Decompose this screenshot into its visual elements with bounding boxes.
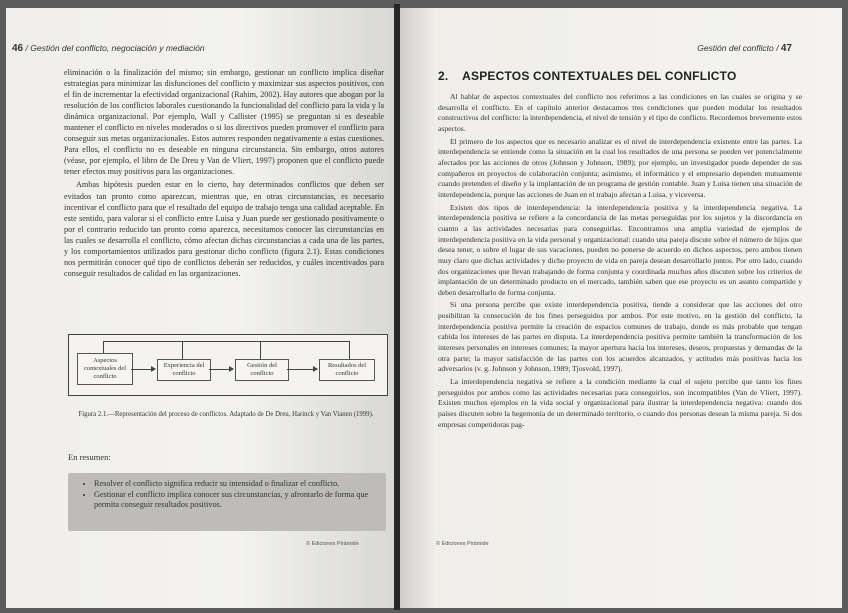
right-paragraph: El primero de los aspectos que es necesario analizar es el nivel de interdependencia existente entre las partes. La interdependencia se entiende como la situación en la cual los resultados de una persona se pueden ver potencialmente afectados por las acciones de otros (Johnson y Johnson, 1989); por ejemplo, un investigador puede depender de sus compañeros en proyectos de colaboración conjunta; asimismo, el informático y el empresario dependen mutuamente cuando pretenden el diseño y la implantación de un programa de gestión contable. Juan y Luisa tienen una situación de interdependencia, porque las acciones de Juan en el trabajo afectan a Luisa, y viceversa.: [438, 136, 802, 199]
right-paragraph: Si una persona percibe que existe interdependencia positiva, tiende a considerar que las acciones del otro posibilitan la consecución de los fines perseguidos por ambos. Por este motivo, en la gestión del conflicto, la interdependencia positiva permite la creación de espacios comunes de trabajo, donde es más probable que tengan cabida los intereses de las partes en disputa. La interdependencia positiva permite también la transformación de los intereses personales en intereses comunes; la mayor apertura hacia los intereses, deseos, propuestas y demandas de la otra parte; la mayor satisfacción de las partes con los acuerdos alcanzados, y actitudes más positivas hacia los adversarios (v. g. Johnson y Johnson, 1989; Tjosvold, 1997).: [438, 300, 802, 374]
left-running-title: Gestión del conflicto, negociación y mediación: [30, 43, 205, 53]
right-footer: © Ediciones Pirámide: [436, 541, 489, 547]
figure-connector: [103, 341, 104, 353]
left-running-header: [12, 43, 205, 54]
figure-arrow: [287, 369, 317, 370]
right-page: [400, 8, 842, 608]
left-paragraph: eliminación o la finalización del mismo; sin embargo, gestionar un conflicto implica diseñar estrategias para minimizar las disfunciones del conflicto y maximizar sus aspectos positivos, con el fin de incrementar la efectividad organizacional (Rahim, 2002). Hay autores que abogan por la resolución de los conflictos laborales cuestionando la funcionalidad del conflicto para la vida y la dinámica organizacional. Por ejemplo, Wall y Callister (1995) se preguntan si es deseable mantener el conflicto en niveles moderados o si los directivos pueden promover el conflicto para conseguir sus metas organizacionales. Estos autores responden negativamente a estas cuestiones. Para ellos, el conflicto no es deseable en ninguna circunstancia. Sin embargo, otros autores (véase, por ejemplo, el libro de De Dreu y Van de Vliert, 1997) proponen que el conflicto puede tener efectos muy positivos para las organizaciones.: [64, 68, 384, 177]
figure-top-line: [103, 341, 349, 342]
left-page: [6, 8, 394, 608]
right-body-text: [438, 92, 802, 432]
summary-box: [68, 473, 386, 531]
right-page-number: 47: [780, 43, 792, 54]
figure-arrow: [131, 369, 155, 370]
figure-box-experience: Experiencia del conflicto: [157, 359, 211, 381]
figure-arrow: [209, 369, 233, 370]
figure-connector: [349, 341, 350, 359]
right-paragraph: Existen dos tipos de interdependencia: la interdependencia positiva y la interdependencia negativa. La interdependencia positiva se refiere a la concordancia de las metas perseguidas por los sujetos y la discordancia en cuanto a las actividades necesarias para conseguirlas. Encontramos una amplia variedad de ejemplos de interdependencia positiva en la vida personal y organizacional: cuando una pareja discute sobre el número de hijos que desea tener, o sobre el lugar de sus vacaciones, pueden no ponerse de acuerdo en dichos aspectos, pero ambos tienen muy claro que dichas actividades y dicho proyecto de vida en pareja desean desarrollarlo juntos. Por otro lado, cuando dos organizaciones que llevan trabajando de forma conjunta y coordinada muchos años discuten sobre los criterios de implantación de un determinado producto en el mercado, también saben que ese proyecto es un asunto compartido y deben desarrollarlo de forma conjunta.: [438, 202, 802, 297]
summary-heading: En resumen:: [68, 452, 111, 462]
left-footer: © Ediciones Pirámide: [306, 541, 359, 547]
figure-caption: Figura 2.1.—Representación del proceso de conflictos. Adaptado de De Dreu, Harinck y Van Vianen (1999).: [78, 411, 374, 418]
summary-item: • Resolver el conflicto significa reducir su intensidad o finalizar el conflicto.: [94, 479, 378, 489]
section-heading: [438, 69, 736, 83]
figure-box-results: Resultados del conflicto: [319, 359, 375, 381]
section-title: ASPECTOS CONTEXTUALES DEL CONFLICTO: [462, 69, 737, 83]
right-running-title: Gestión del conflicto: [697, 43, 774, 53]
left-header-separator: /: [25, 43, 28, 53]
right-paragraph: La interdependencia negativa se refiere a la condición mediante la cual el sujeto percibe que tanto los fines perseguidos por ambos como las actividades necesarias para conseguirlos, son incompatibles (Van de Vliert, 1997). Existen muchos ejemplos en la vida social y organizacional para ilustrar la interdependencia negativa: cuando dos países discuten sobre la hegemonía de un determinado territorio, o cuando dos personas desean la misma pareja. Si dos empresas competidoras pag-: [438, 377, 802, 429]
figure-connector: [260, 341, 261, 359]
left-body-text: [64, 67, 384, 281]
section-number: 2.: [438, 69, 449, 83]
left-paragraph: Ambas hipótesis pueden estar en lo cierto, hay determinados conflictos que deben ser evitados tan pronto como aparezcan, mientras que, en otras circunstancias, es necesario incentivar el conflicto para que el resultado del equipo de trabajo tenga una calidad aceptable. En este sentido, para valorar si el conflicto entre Luisa y Juan puede ser gestionado positivamente o por el contrario reducido tan pronto como aparezca, necesitamos conocer las circunstancias en las cuales se desarrolla el conflicto, cómo afectan dichas circunstancias a cada una de las partes, y los comportamientos utilizados para gestionar dicho conflicto (figura 2.1). Estas condiciones nos permitirán conocer qué tipo de conflictos deberán ser reducidos, y cuáles incentivados para conseguir resultados de calidad en las organizaciones.: [64, 180, 384, 278]
figure-connector: [182, 341, 183, 359]
summary-list: [68, 479, 386, 510]
right-header-separator: /: [776, 43, 779, 53]
left-page-number: 46: [12, 43, 24, 54]
right-paragraph: Al hablar de aspectos contextuales del conflicto nos referimos a las condiciones en las cuales se origina y se desarrolla el conflicto. En el capítulo anterior destacamos tres condiciones que pueden modular los resultados constructivos del conflicto: la interdependencia, el nivel de tensión y el tipo de conflicto. Recordemos brevemente estos aspectos.: [438, 92, 802, 133]
figure-box-context: Aspectos contextuales del conflicto: [77, 353, 133, 385]
summary-item: • Gestionar el conflicto implica conocer sus circunstancias, y afrontarlo de forma que permita conseguir resultados positivos.: [94, 490, 378, 510]
figure-box-management: Gestión del conflicto: [235, 359, 289, 381]
right-running-header: [697, 43, 792, 54]
process-figure: [68, 334, 388, 396]
